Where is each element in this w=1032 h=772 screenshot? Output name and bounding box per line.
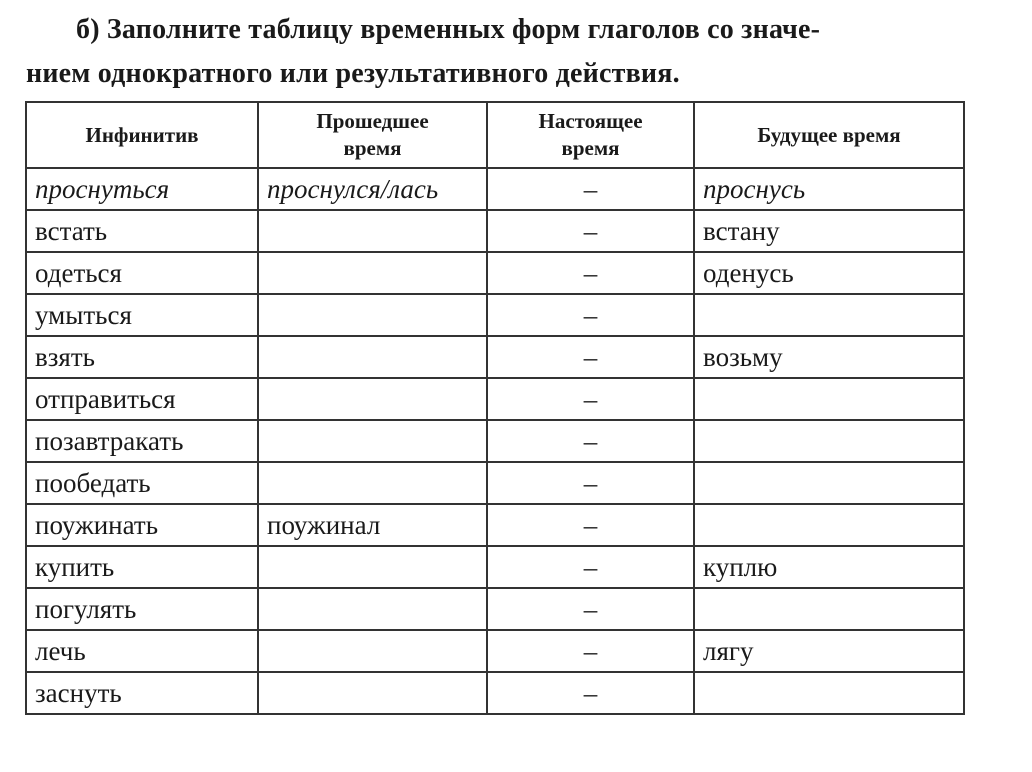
cell-future[interactable]: [694, 462, 964, 504]
cell-infinitive: умыться: [26, 294, 258, 336]
cell-past[interactable]: [258, 378, 487, 420]
cell-past: поужинал: [258, 504, 487, 546]
header-past-label-line-2: время: [343, 136, 402, 160]
cell-future: оденусь: [694, 252, 964, 294]
header-present: [487, 102, 694, 168]
cell-present: –: [487, 546, 694, 588]
cell-present: –: [487, 462, 694, 504]
table-row: [26, 420, 964, 462]
table-row: [26, 588, 964, 630]
cell-infinitive: пообедать: [26, 462, 258, 504]
cell-present: –: [487, 504, 694, 546]
table-row: [26, 210, 964, 252]
table-header-row: [26, 102, 964, 168]
cell-present: –: [487, 252, 694, 294]
task-heading-line-2: нием однократного или результативного действия.: [26, 58, 680, 89]
cell-infinitive: отправиться: [26, 378, 258, 420]
table-row: [26, 336, 964, 378]
table-row: [26, 546, 964, 588]
cell-infinitive: купить: [26, 546, 258, 588]
header-future-label: Будущее время: [757, 122, 901, 147]
verb-tense-table-container: [25, 101, 965, 715]
cell-present: –: [487, 210, 694, 252]
table-row: [26, 252, 964, 294]
cell-future: возьму: [694, 336, 964, 378]
cell-future[interactable]: [694, 294, 964, 336]
cell-infinitive: погулять: [26, 588, 258, 630]
header-present-label-line-1: Настоящее: [538, 109, 643, 133]
cell-future: лягу: [694, 630, 964, 672]
cell-future: проснусь: [694, 168, 964, 210]
table-row: [26, 168, 964, 210]
cell-past[interactable]: [258, 420, 487, 462]
cell-future: куплю: [694, 546, 964, 588]
cell-past[interactable]: [258, 546, 487, 588]
cell-future[interactable]: [694, 672, 964, 714]
cell-past: проснулся/лась: [258, 168, 487, 210]
cell-past[interactable]: [258, 630, 487, 672]
cell-infinitive: проснуться: [26, 168, 258, 210]
cell-present: –: [487, 168, 694, 210]
header-infinitive-label: Инфинитив: [85, 122, 199, 147]
task-heading: [26, 8, 966, 96]
header-future: [694, 102, 964, 168]
table-row: [26, 630, 964, 672]
cell-past[interactable]: [258, 462, 487, 504]
table-row: [26, 378, 964, 420]
cell-past[interactable]: [258, 252, 487, 294]
cell-past[interactable]: [258, 294, 487, 336]
task-heading-line-1: б) Заполните таблицу временных форм глаголов со значе-: [76, 14, 821, 45]
verb-tense-table: [25, 101, 965, 715]
cell-present: –: [487, 630, 694, 672]
cell-infinitive: встать: [26, 210, 258, 252]
table-row: [26, 294, 964, 336]
cell-future[interactable]: [694, 588, 964, 630]
cell-past[interactable]: [258, 336, 487, 378]
table-row: [26, 462, 964, 504]
cell-present: –: [487, 294, 694, 336]
cell-present: –: [487, 378, 694, 420]
cell-future: встану: [694, 210, 964, 252]
cell-infinitive: взять: [26, 336, 258, 378]
cell-infinitive: лечь: [26, 630, 258, 672]
cell-past[interactable]: [258, 210, 487, 252]
cell-past[interactable]: [258, 588, 487, 630]
cell-infinitive: заснуть: [26, 672, 258, 714]
cell-future[interactable]: [694, 420, 964, 462]
cell-infinitive: поужинать: [26, 504, 258, 546]
table-body: [26, 168, 964, 714]
cell-present: –: [487, 588, 694, 630]
header-present-label-line-2: время: [561, 136, 620, 160]
cell-present: –: [487, 672, 694, 714]
cell-present: –: [487, 336, 694, 378]
header-past-label-line-1: Прошедшее: [316, 109, 429, 133]
cell-infinitive: одеться: [26, 252, 258, 294]
cell-future[interactable]: [694, 378, 964, 420]
table-row: [26, 672, 964, 714]
cell-infinitive: позавтракать: [26, 420, 258, 462]
header-past: [258, 102, 487, 168]
cell-future[interactable]: [694, 504, 964, 546]
table-row: [26, 504, 964, 546]
cell-present: –: [487, 420, 694, 462]
cell-past[interactable]: [258, 672, 487, 714]
header-infinitive: [26, 102, 258, 168]
